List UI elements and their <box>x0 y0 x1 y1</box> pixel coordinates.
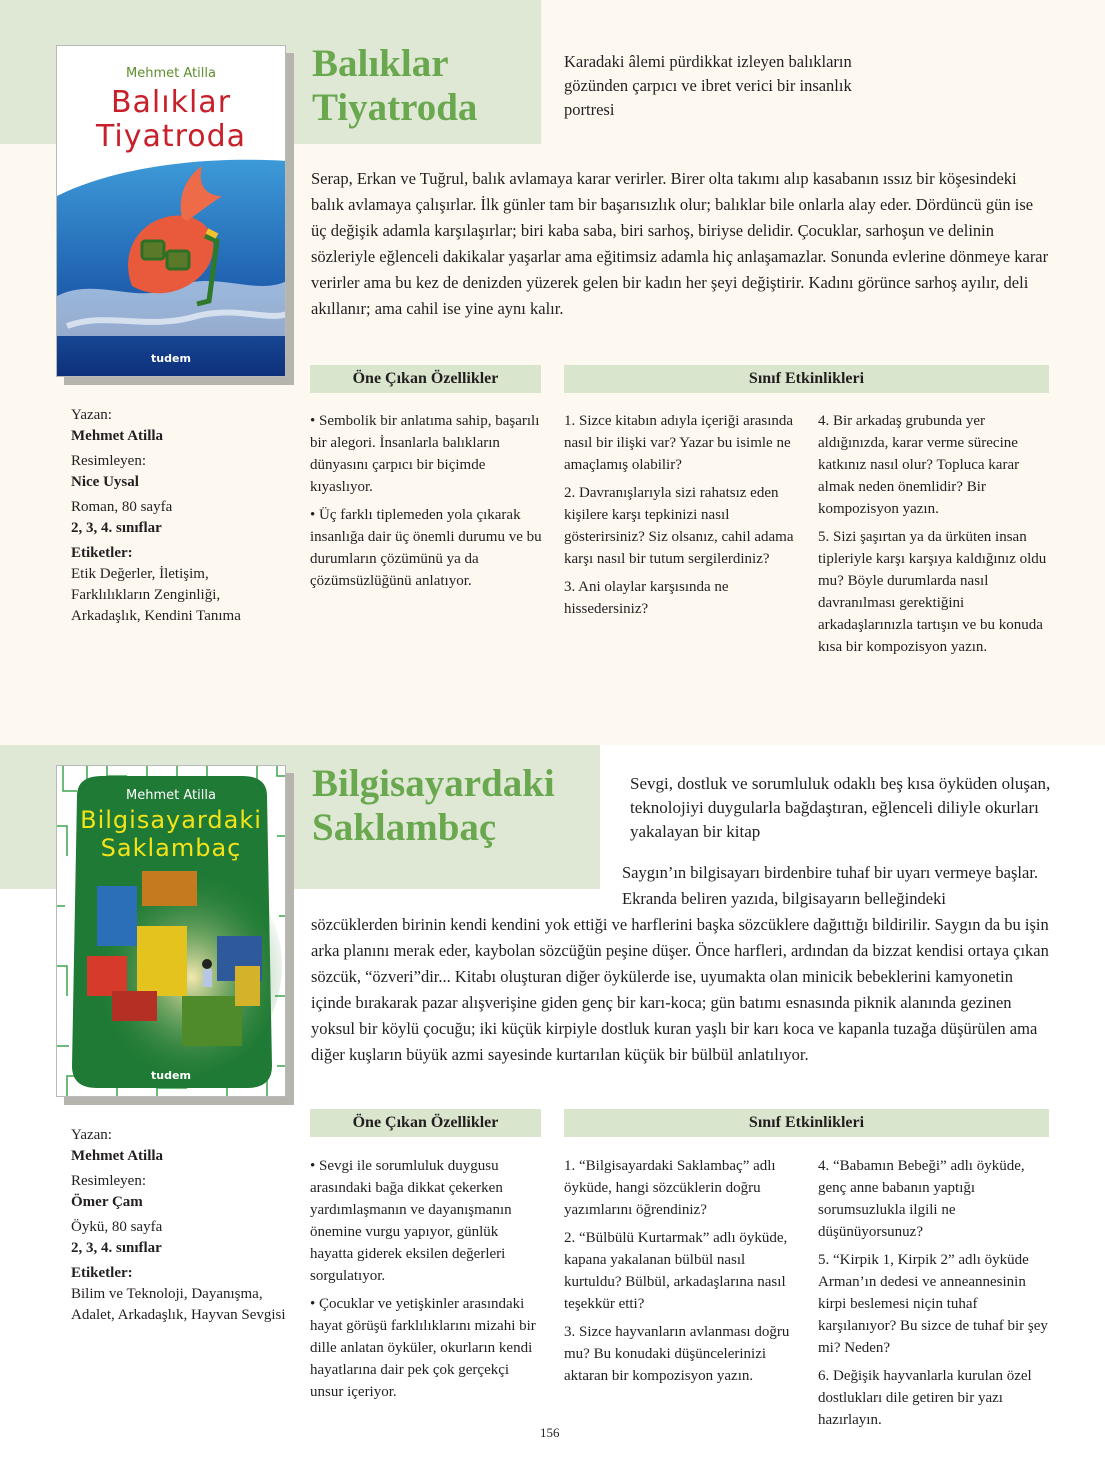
tags-list: Etik Değerler, İletişim, Farklılıkların Zenginliği, Arkadaşlık, Kendini Tanıma <box>71 566 241 624</box>
book-info <box>71 405 291 627</box>
book-title-line1: Balıklar <box>312 42 449 85</box>
cover-title-line1: Bilgisayardaki <box>80 806 262 834</box>
features-list <box>310 1155 545 1409</box>
book-tagline: Karadaki âlemi pürdikkat izleyen balıkların gözünden çarpıcı ve ibret verici bir insanlık portresi <box>564 52 852 119</box>
features-header: Öne Çıkan Özellikler <box>310 1109 541 1137</box>
illustrator-label: Resimleyen: <box>71 453 146 469</box>
book-title-line1: Bilgisayardaki <box>312 762 555 805</box>
cover-title-line2: Saklambaç <box>100 834 242 862</box>
book-format: Öykü, 80 sayfa <box>71 1219 163 1235</box>
activity-item: 1. Sizce kitabın adıyla içeriği arasında nasıl bir ilişki var? Yazar bu isimle ne amaçlamış olabilir? <box>564 413 794 473</box>
features-header: Öne Çıkan Özellikler <box>310 365 541 393</box>
cover-author: Mehmet Atilla <box>126 788 216 803</box>
activity-item: 4. “Babamın Bebeği” adlı öyküde, genç anne babanın yaptığı sorumsuzlukla ilgili ne düşünüyorsunuz? <box>818 1158 1025 1240</box>
book-tagline: Sevgi, dostluk ve sorumluluk odaklı beş kısa öyküden oluşan, teknolojiyi duygularla bağdaştıran, eğlenceli diliyle okurları yakalayan bir kitap <box>630 774 1051 841</box>
publisher-logo: tudem <box>151 1069 191 1082</box>
activities-header: Sınıf Etkinlikleri <box>564 1109 1049 1137</box>
book-info <box>71 1125 291 1326</box>
book-format: Roman, 80 sayfa <box>71 499 173 515</box>
activity-item: 3. Ani olaylar karşısında ne hissedersiniz? <box>564 579 729 617</box>
feature-item: • Sevgi ile sorumluluk duygusu arasındaki bağa dikkat çekerken yardımlaşmanın ve dayanışmanın önemine vurgu yapıyor, günlük hayatta giderek eksilen değerleri sorgulatıyor. <box>310 1158 512 1284</box>
tags-label: Etiketler: <box>71 545 133 561</box>
author-name: Mehmet Atilla <box>71 1148 164 1164</box>
cover-image <box>56 765 286 1097</box>
activity-item: 4. Bir arkadaş grubunda yer aldığınızda, karar verme sürecine katkınız nasıl olur? Topluca karar almak neden önemlidir? Bir kompozisyon yazın. <box>818 413 1020 517</box>
book-grades: 2, 3, 4. sınıflar <box>71 520 162 536</box>
book-title-line2: Saklambaç <box>312 806 497 849</box>
book-title <box>312 762 555 850</box>
activities-column-2 <box>818 1155 1050 1437</box>
features-list <box>310 410 545 598</box>
author-label: Yazan: <box>71 407 112 423</box>
cover-author: Mehmet Atilla <box>126 66 216 81</box>
feature-item: • Çocuklar ve yetişkinler arasındaki hayat görüşü farklılıklarını mizahi bir dille anlatan öyküler, okurların kendi hayatlarına dair pek çok gerçekçi unsur içeriyor. <box>310 1296 536 1400</box>
illustrator-name: Ömer Çam <box>71 1194 143 1210</box>
activities-column-1 <box>564 410 796 626</box>
author-label: Yazan: <box>71 1127 112 1143</box>
activities-column-2 <box>818 410 1050 664</box>
book-grades: 2, 3, 4. sınıflar <box>71 1240 162 1256</box>
illustrator-label: Resimleyen: <box>71 1173 146 1189</box>
activities-header: Sınıf Etkinlikleri <box>564 365 1049 393</box>
cover-image <box>56 45 286 377</box>
book-summary: Serap, Erkan ve Tuğrul, balık avlamaya karar verirler. Birer olta takımı alıp kasabanın ıssız bir köşesindeki balık avlamaya çalışırlar. İlk günler tam bir başarısızlık olur; balıklar bile onlarla alay eder. Dördüncü gün ise üç değişik adamla karşılaşırlar; biri kaba saba, biri sarhoş, biriyse delidir. Çocuklar, sarhoşun ve delinin sözleriyle eğlenceli dakikalar yaşarlar ama eğitimsiz adamla hiç anlaşamazlar. Sonunda evlerine dönmeye karar verirler ama bu kez de denizden yüzerek gelen bir kadın her şeyi değiştirir. Kadını görünce sarhoş ayılır, deli akıllanır; ama cahil ise yine aynı kalır. <box>311 169 1049 318</box>
tags-label: Etiketler: <box>71 1265 133 1281</box>
book-title-line2: Tiyatroda <box>312 86 478 129</box>
activity-item: 3. Sizce hayvanların avlanması doğru mu? Bu konudaki düşüncelerinizi aktaran bir kompozisyon yazın. <box>564 1324 790 1384</box>
publisher-logo: tudem <box>151 352 191 365</box>
feature-item: • Sembolik bir anlatıma sahip, başarılı bir alegori. İnsanlarla balıkların dünyasını çarpıcı bir biçimde kıyaslıyor. <box>310 413 540 495</box>
activities-column-1 <box>564 1155 796 1393</box>
book-title <box>312 42 477 130</box>
page-number: 156 <box>540 1425 560 1440</box>
feature-item: • Üç farklı tiplemeden yola çıkarak insanlığa dair üç önemli durumu ve bu durumların çözümünü ya da çözümsüzlüğünü anlatıyor. <box>310 507 542 589</box>
illustrator-name: Nice Uysal <box>71 474 139 490</box>
activity-item: 2. “Bülbülü Kurtarmak” adlı öyküde, kapana yakalanan bülbül nasıl kurtuldu? Bülbül, arkadaşlarına nasıl teşekkür etti? <box>564 1230 788 1312</box>
book-summary-intro: Saygın’ın bilgisayarı birdenbire tuhaf bir uyarı vermeye başlar. Ekranda beliren yazıda, bilgisayarın belleğindeki <box>622 863 1039 908</box>
activity-item: 6. Değişik hayvanlarla kurulan özel dostlukları dile getiren bir yazı hazırlayın. <box>818 1368 1032 1428</box>
book-summary: sözcüklerden birinin kendi kendini yok ettiği ve harflerini başka sözcüklere dağıttığı bildirilir. Saygın da bu işin arka planını merak eder, kaybolan sözcüğün peşine düşer. Önce harfleri, ardından da bizzat kendisi ortaya çıkan sözcük, “özveri”dir... Kitabı oluşturan diğer öykülerde ise, uyumakta olan minicik bebeklerini kamyonetin içinde bırakarak pazar alışverişine giden genç bir karı-koca; gün batımı esnasında piknik alanında gezinen yoksul bir köylü çocuğu; iki küçük kirpiyle dostluk kuran yaşlı bir karı koca ve kapanla tuzağa düşürülen ama diğer kuşların büyük azmi sayesinde kurtarılan küçük bir bülbül anlatılıyor. <box>311 915 1049 1064</box>
tags-list: Bilim ve Teknoloji, Dayanışma, Adalet, Arkadaşlık, Hayvan Sevgisi <box>71 1286 286 1323</box>
cover-title-line2: Tiyatroda <box>95 119 247 154</box>
author-name: Mehmet Atilla <box>71 428 164 444</box>
activity-item: 5. Sizi şaşırtan ya da ürküten insan tipleriyle karşı karşıya kaldığınız oldu mu? Böyle durumlarda nasıl davranılması gerektiğini arkadaşlarınızla tartışın ve bu konuda kısa bir kompozisyon yazın. <box>818 529 1047 655</box>
activity-item: 1. “Bilgisayardaki Saklambaç” adlı öyküde, hangi sözcüklerin doğru yazımlarını öğrendiniz? <box>564 1158 776 1218</box>
activity-item: 5. “Kirpik 1, Kirpik 2” adlı öyküde Arman’ın dedesi ve anneannesinin kirpi beslemesi niçin tuhaf karşılanıyor? Bu sizce de tuhaf bir şey mi? Neden? <box>818 1252 1048 1356</box>
cover-title-line1: Balıklar <box>110 85 232 120</box>
activity-item: 2. Davranışlarıyla sizi rahatsız eden kişilere karşı tepkinizi nasıl gösterirsiniz? Siz olsanız, cahil adama karşı nasıl bir tutum sergilerdiniz? <box>564 485 794 567</box>
